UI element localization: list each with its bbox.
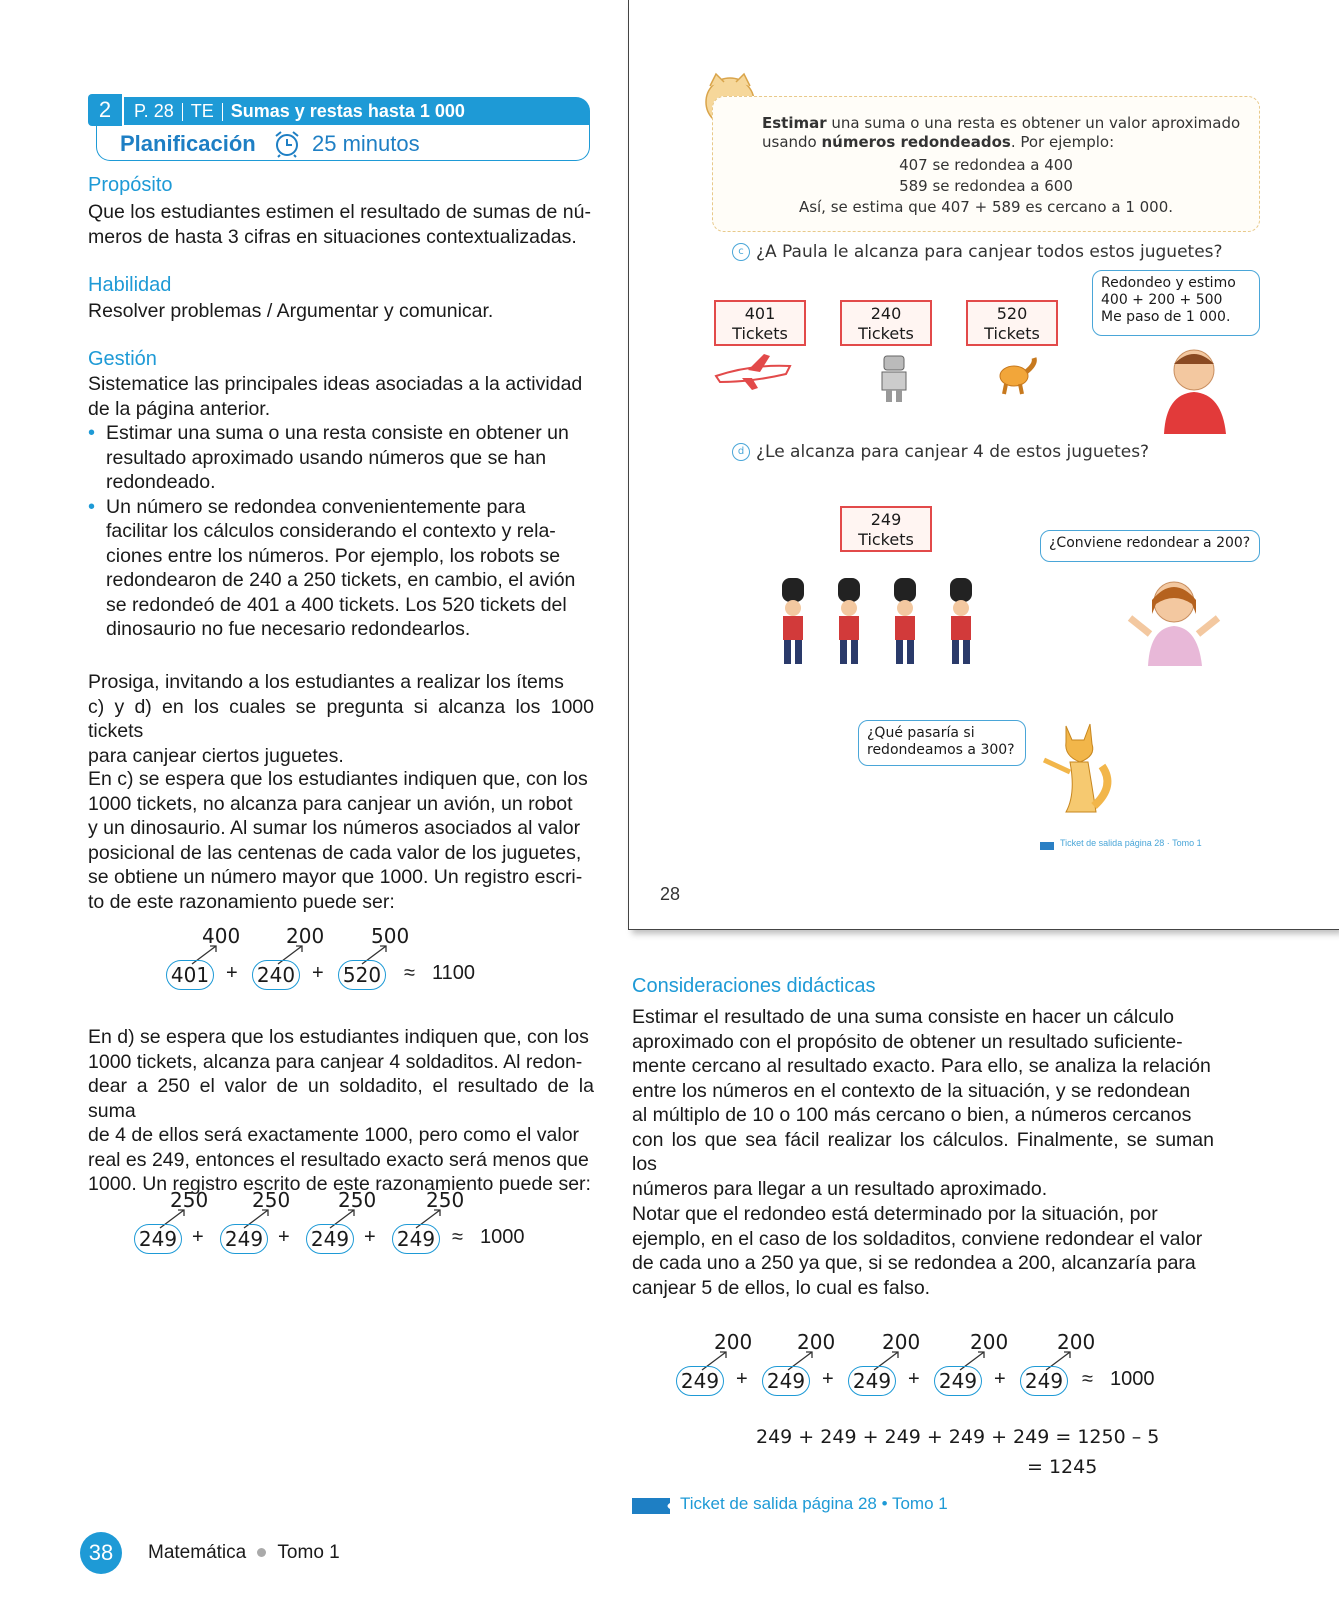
calc-c-circled-number: 401	[166, 960, 214, 990]
question-d: d ¿Le alcanza para canjear 4 de estos juguetes?	[732, 442, 1149, 462]
calc-e-plus: +	[908, 1368, 920, 1390]
speech-bubble-girl: ¿Conviene redondear a 200?	[1040, 530, 1260, 562]
proposito-heading: Propósito	[88, 174, 173, 196]
calc-c-top: 400	[202, 924, 241, 948]
calc-e-top: 200	[1057, 1330, 1096, 1354]
calc-c-top: 200	[286, 924, 325, 948]
calc-e-circled-number: 249	[1020, 1366, 1068, 1396]
sum-line-1: 249 + 249 + 249 + 249 + 249 = 1250 – 5	[756, 1426, 1160, 1448]
calc-c-circled-number: 240	[252, 960, 300, 990]
ticket-salida-link: Ticket de salida página 28 • Tomo 1	[680, 1494, 948, 1513]
calc-d-plus: +	[278, 1226, 290, 1248]
info-examples: 407 se redondea a 400 589 se redondea a 600 Así, se estima que 407 + 589 es cercano a 1 000.	[798, 156, 1174, 216]
calc-d-circled-number: 249	[306, 1224, 354, 1254]
gestion-text: Sistematice las principales ideas asociadas a la actividad de la página anterior. • Estimar una suma o una resta consiste en obtener un resultado aproximado usando números que se han redondeado. • Un número se redondea convenientemente para facilitar los cálculos considerando el contexto y rela- ciones entre los números. Por ejemplo, los robots se redondearon de 240 a 250 tickets, en cambio, el avión se redondeó de 401 a 400 tickets. Los 520 tickets del dinosaurio no fue necesario redondearlos.	[88, 372, 594, 642]
calc-e-approx: ≈	[1082, 1368, 1093, 1390]
calc-c-plus: +	[312, 962, 324, 984]
calc-c-plus: +	[226, 962, 238, 984]
planning-duration: 25 minutos	[312, 131, 420, 156]
header-tag: TE	[190, 101, 214, 121]
calc-e-result: 1000	[1110, 1368, 1155, 1390]
textbook-page-number: 28	[660, 884, 681, 904]
footer-page-number: 38	[80, 1532, 122, 1574]
calc-d-top: 250	[170, 1188, 209, 1212]
footer-dot	[257, 1548, 266, 1557]
calc-d-plus: +	[192, 1226, 204, 1248]
consideraciones-p1: Estimar el resultado de una suma consiste en hacer un cálculo aproximado con el propósito de obtener un resultado suficiente- mente cercano al resultado exacto. Para ello, se analiza la relación entre los números en el contexto de la situación, y se redondean al múltiplo de 10 o 100 más cercano o bien, a números cercanos con los que sea fácil realizar los cálculos. Finalmente, se suman los números para llegar a un resultado aproximado.	[632, 1006, 1214, 1200]
footer-book-title: Matemática Tomo 1	[148, 1542, 340, 1563]
calc-d-approx: ≈	[452, 1226, 463, 1248]
calc-d-top: 250	[338, 1188, 377, 1212]
calc-d-result: 1000	[480, 1226, 525, 1248]
habilidad-text: Resolver problemas / Argumentar y comunicar.	[88, 300, 494, 322]
habilidad-heading: Habilidad	[88, 274, 172, 296]
calc-d-circled-number: 249	[134, 1224, 182, 1254]
speech-bubble-fox: ¿Qué pasaría si redondeamos a 300?	[858, 720, 1026, 766]
textbook-ticket-note: Ticket de salida página 28 · Tomo 1	[1060, 838, 1202, 848]
calc-e-plus: +	[994, 1368, 1006, 1390]
gestion-heading: Gestión	[88, 348, 157, 370]
calc-e-top: 200	[714, 1330, 753, 1354]
consideraciones-p2: Notar que el redondeo está determinado por la situación, por ejemplo, en el caso de los soldaditos, conviene redondear el valor de cada uno a 250 ya que, si se redondea a 200, alcanzaría para canjear 5 de ellos, lo cual es falso.	[632, 1203, 1203, 1299]
calc-e-circled-number: 249	[762, 1366, 810, 1396]
calc-c-approx: ≈	[404, 962, 415, 984]
consideraciones-heading: Consideraciones didácticas	[632, 975, 876, 997]
page-ref: P. 28	[134, 101, 174, 121]
speech-bubble-boy: Redondeo y estimo 400 + 200 + 500 Me paso de 1 000.	[1092, 270, 1260, 336]
calc-d-plus: +	[364, 1226, 376, 1248]
proposito-text: Que los estudiantes estimen el resultado de sumas de nú- meros de hasta 3 cifras en situaciones contextualizadas.	[88, 201, 591, 248]
question-c: c ¿A Paula le alcanza para canjear todos estos juguetes?	[732, 242, 1223, 262]
lesson-number: 2	[88, 94, 122, 126]
sum-line-2: = 1245	[1027, 1456, 1098, 1478]
gestion-bullet-2: • Un número se redondea convenientemente para facilitar los cálculos considerando el contexto y rela- ciones entre los números. Por ejemplo, los robots se redondearon de 240 a 250 tickets, en cambio, el avión se redondeó de 401 a 400 tickets. Los 520 tickets del dinosaurio no fue necesario redondearlos.	[88, 495, 594, 642]
en-c-paragraph: En c) se espera que los estudiantes indiquen que, con los 1000 tickets, no alcanza para canjear un avión, un robot y un dinosaurio. Al sumar los números asociados al valor posicional de las centenas de cada valor de los juguetes, se obtiene un número mayor que 1000. Un registro escri- to de este razonamiento puede ser:	[88, 768, 588, 913]
calc-d-circled-number: 249	[392, 1224, 440, 1254]
ticket-airplane: 401 Tickets	[714, 300, 806, 346]
ticket-icon	[632, 1496, 670, 1516]
calc-e-top: 200	[882, 1330, 921, 1354]
calc-c-top: 500	[371, 924, 410, 948]
calc-e-circled-number: 249	[676, 1366, 724, 1396]
calc-c-result: 1100	[432, 962, 476, 984]
calc-d-top: 250	[426, 1188, 465, 1212]
calc-e-top: 200	[797, 1330, 836, 1354]
info-text: Estimar una suma o una resta es obtener un valor aproximado usando números redondeados. Por ejemplo:	[762, 114, 1241, 151]
planning-title: Planificación	[120, 131, 256, 156]
lesson-topic: Sumas y restas hasta 1 000	[230, 101, 465, 121]
ticket-soldier: 249 Tickets	[840, 506, 932, 552]
ticket-dinosaur: 520 Tickets	[966, 300, 1058, 346]
calc-c-circled-number: 520	[338, 960, 386, 990]
calc-e-plus: +	[822, 1368, 834, 1390]
calc-e-circled-number: 249	[934, 1366, 982, 1396]
en-d-paragraph: En d) se espera que los estudiantes indiquen que, con los 1000 tickets, alcanza para canjear 4 soldaditos. Al redon- dear a 250 el valor de un soldadito, el resultado de la suma de 4 de ellos será exactamente 1000, pero como el valor real es 249, entonces el resultado exacto será menos que 1000. Un registro escrito de este razonamiento puede ser:	[88, 1026, 594, 1195]
calc-d-top: 250	[252, 1188, 291, 1212]
calc-e-circled-number: 249	[848, 1366, 896, 1396]
calc-e-plus: +	[736, 1368, 748, 1390]
gestion-bullet-1: • Estimar una suma o una resta consiste en obtener un resultado aproximado usando números que se han redondeado.	[88, 421, 594, 495]
calc-e-top: 200	[970, 1330, 1009, 1354]
ticket-robot: 240 Tickets	[840, 300, 932, 346]
prosiga-paragraph: Prosiga, invitando a los estudiantes a realizar los ítems c) y d) en los cuales se pregunta si alcanza los 1000 tickets para canjear ciertos juguetes.	[88, 671, 594, 767]
calc-d-circled-number: 249	[220, 1224, 268, 1254]
